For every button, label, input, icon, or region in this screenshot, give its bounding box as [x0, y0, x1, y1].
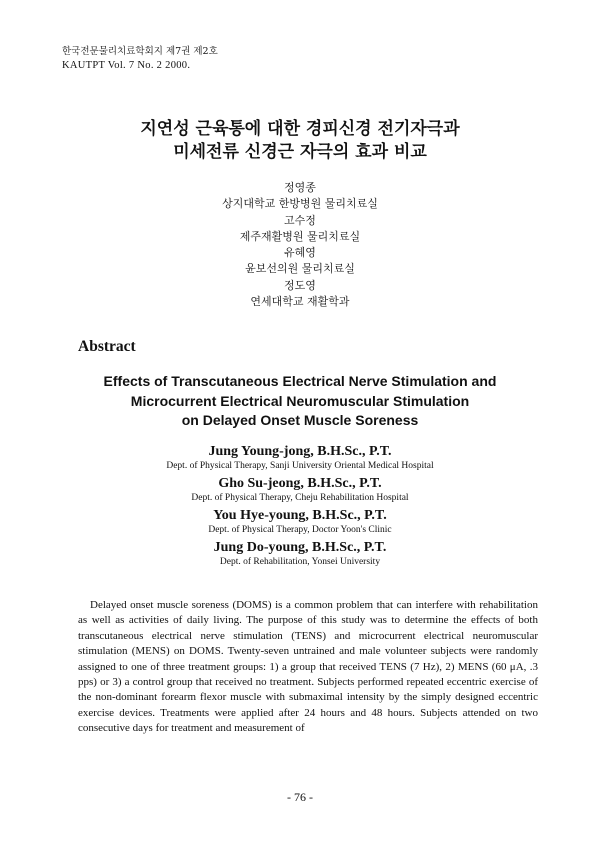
korean-author-affiliation: 상지대학교 한방병원 물리치료실	[222, 197, 378, 211]
page-number: - 76 -	[287, 790, 313, 804]
english-author-affiliation: Dept. of Physical Therapy, Sanji University Oriental Medical Hospital	[166, 461, 434, 471]
korean-author-name: 유혜영	[284, 246, 316, 260]
korean-author-list	[0, 180, 600, 310]
journal-korean-line: 한국전문물리치료학회지 제7권 제2호	[62, 46, 218, 57]
korean-author-affiliation: 연세대학교 재활학과	[250, 295, 350, 309]
english-author-affiliation: Dept. of Physical Therapy, Doctor Yoon's Clinic	[208, 525, 392, 535]
journal-volume-line: KAUTPT Vol. 7 No. 2 2000.	[62, 60, 191, 71]
english-author-name: Jung Do-young, B.H.Sc., P.T.	[213, 540, 387, 555]
english-author-name: You Hye-young, B.H.Sc., P.T.	[213, 508, 387, 523]
english-title	[0, 372, 600, 431]
korean-author-affiliation: 제주재활병원 물리치료실	[239, 229, 361, 243]
korean-title-line-2: 미세전류 신경근 자극의 효과 비교	[173, 142, 427, 162]
english-title-line-3: on Delayed Onset Muscle Soreness	[181, 412, 419, 428]
abstract-paragraph: Delayed onset muscle soreness (DOMS) is a common problem that can interfere with rehabilitation as well as activities of daily living. The purpose of this study was to determine the effects of both transcutaneous electrical nerve stimulation (TENS) and microcurrent electrical neuromuscular stimulation (MENS) on DOMS. Twenty-seven untrained and male volunteer subjects were randomly assigned to one of three treatment groups: 1) a group that received TENS (7 Hz), 2) MENS (60 μA, .3 pps) or 3) a control group that received no treatment. Subjects performed repeated eccentric exercise of the non-dominant forearm flexor muscle with submaximal intensity by the simply designed eccentric exercise devices. Treatments were applied after 24 hours and 48 hours. Subjects attended on two consecutive days for treatment and measurement of	[78, 599, 538, 735]
journal-header	[62, 45, 218, 73]
korean-title-line-1: 지연성 근육통에 대한 경피신경 전기자극과	[140, 119, 460, 139]
korean-author-name: 정영종	[284, 181, 316, 194]
korean-author-name: 정도영	[284, 278, 316, 292]
abstract-heading: Abstract	[78, 338, 136, 355]
english-author-affiliation: Dept. of Rehabilitation, Yonsei University	[219, 557, 381, 567]
english-author-name: Gho Su-jeong, B.H.Sc., P.T.	[218, 476, 382, 491]
abstract-body	[78, 598, 538, 737]
korean-author-affiliation: 윤보선의원 물리치료실	[245, 262, 355, 276]
english-title-line-1: Effects of Transcutaneous Electrical Nerve Stimulation and	[103, 373, 497, 389]
english-title-line-2: Microcurrent Electrical Neuromuscular Stimulation	[130, 392, 470, 409]
english-author-name: Jung Young-jong, B.H.Sc., P.T.	[208, 444, 392, 459]
english-author-affiliation: Dept. of Physical Therapy, Cheju Rehabilitation Hospital	[191, 493, 409, 503]
korean-author-name: 고수정	[284, 213, 316, 227]
korean-title	[0, 118, 600, 164]
english-author-list	[0, 443, 600, 571]
